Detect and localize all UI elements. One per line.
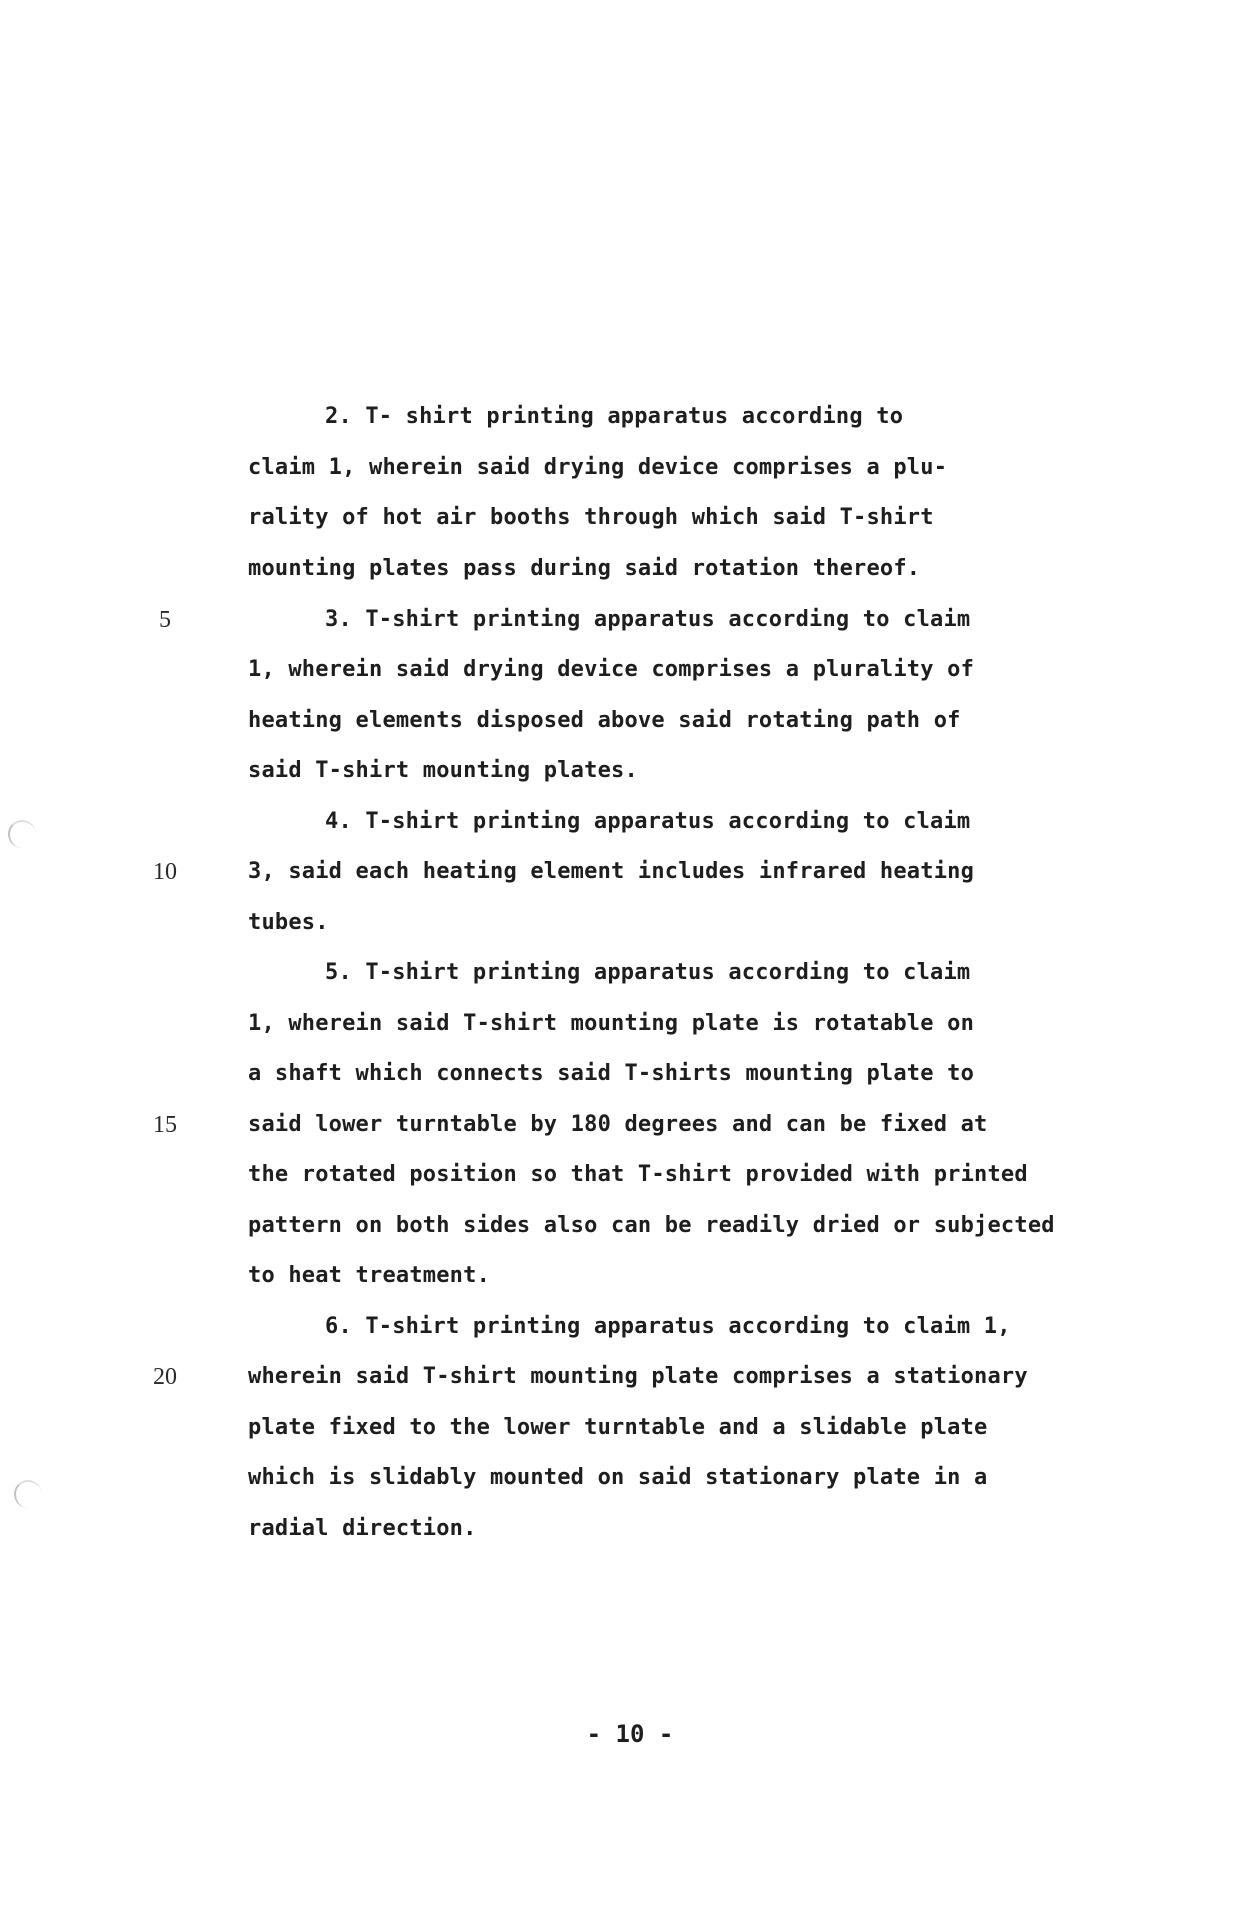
text-line: tubes. xyxy=(248,910,329,935)
line-number: 15 xyxy=(153,1112,177,1138)
page-number: - 10 - xyxy=(586,1720,674,1748)
punch-hole-mark xyxy=(14,1480,42,1508)
punch-hole-mark xyxy=(8,820,36,848)
text-line: 6. T-shirt printing apparatus according to claim 1, xyxy=(325,1314,1011,1339)
text-line: mounting plates pass during said rotation thereof. xyxy=(248,556,921,581)
text-line: pattern on both sides also can be readily dried or subjected xyxy=(248,1213,1055,1238)
text-line: 2. T- shirt printing apparatus according to xyxy=(325,404,904,429)
text-line: plate fixed to the lower turntable and a slidable plate xyxy=(248,1415,988,1440)
text-line: 1, wherein said drying device comprises a plurality of xyxy=(248,657,975,682)
text-line: 4. T-shirt printing apparatus according to claim xyxy=(325,809,971,834)
text-line: 1, wherein said T-shirt mounting plate is rotatable on xyxy=(248,1011,975,1036)
text-line: 3, said each heating element includes infrared heating xyxy=(248,859,975,884)
text-line: to heat treatment. xyxy=(248,1263,491,1288)
text-line: said T-shirt mounting plates. xyxy=(248,758,638,783)
line-number: 5 xyxy=(159,607,171,633)
text-line: rality of hot air booths through which said T-shirt xyxy=(248,505,934,530)
text-line: a shaft which connects said T-shirts mounting plate to xyxy=(248,1061,975,1086)
line-number: 20 xyxy=(153,1364,177,1390)
text-line: said lower turntable by 180 degrees and can be fixed at xyxy=(248,1112,988,1137)
text-line: which is slidably mounted on said stationary plate in a xyxy=(248,1465,988,1490)
text-line: claim 1, wherein said drying device comprises a plu- xyxy=(248,455,948,480)
text-line: 5. T-shirt printing apparatus according to claim xyxy=(325,960,971,985)
line-number: 10 xyxy=(153,859,177,885)
text-line: radial direction. xyxy=(248,1516,477,1541)
text-line: wherein said T-shirt mounting plate comprises a stationary xyxy=(248,1364,1028,1389)
text-line: the rotated position so that T-shirt provided with printed xyxy=(248,1162,1028,1187)
text-line: heating elements disposed above said rotating path of xyxy=(248,708,961,733)
text-line: 3. T-shirt printing apparatus according to claim xyxy=(325,607,971,632)
